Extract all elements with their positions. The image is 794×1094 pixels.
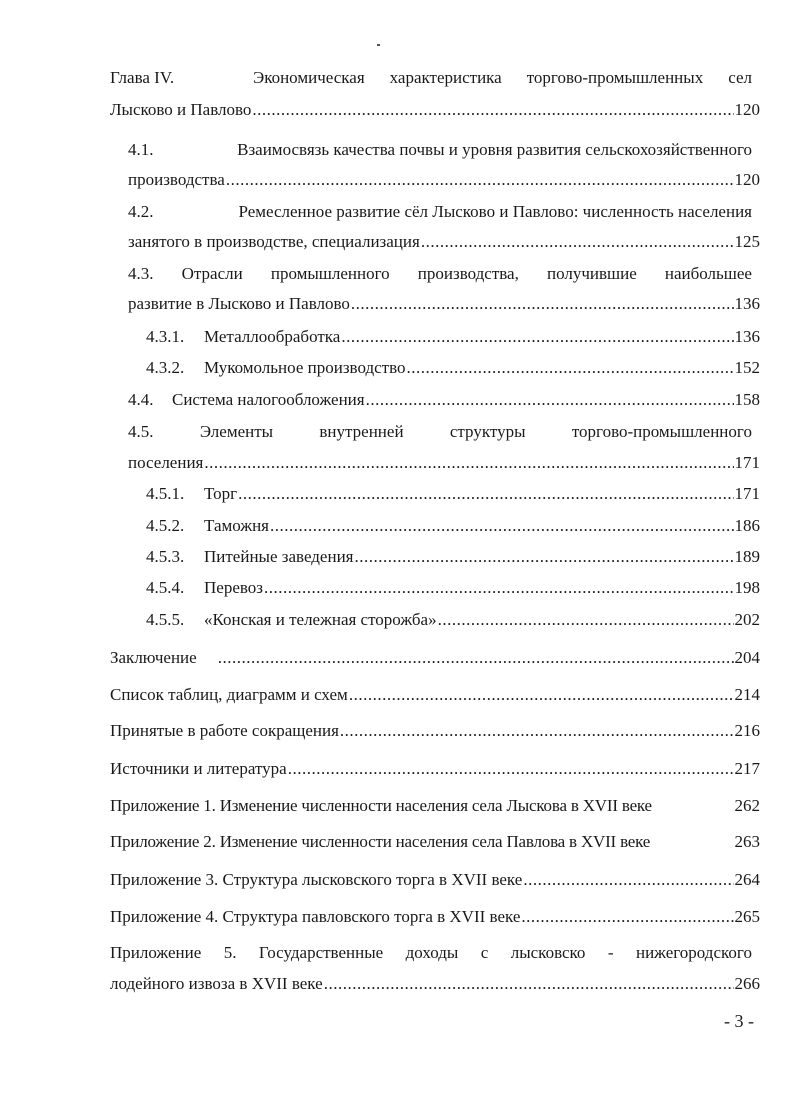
toc-subsection-number: 4.5.2. xyxy=(146,516,185,535)
toc-section-title-cont: занятого в производстве, специализация xyxy=(128,232,420,251)
toc-chapter4-word: сел xyxy=(728,68,752,87)
toc-subsection-number: 4.5.3. xyxy=(146,547,185,566)
toc-chapter4-line1 xyxy=(110,66,752,90)
toc-4-4[interactable] xyxy=(128,388,760,412)
toc-4-3-line2[interactable] xyxy=(128,292,760,316)
toc-page-number: 204 xyxy=(734,648,760,667)
toc-entry-word: Государственные xyxy=(258,943,384,962)
toc-page-number: 152 xyxy=(734,358,760,377)
toc-appendix-4[interactable] xyxy=(110,905,760,929)
toc-section-word: производства, xyxy=(417,264,519,283)
toc-entry-word: нижегородского xyxy=(635,943,752,962)
toc-page-number: 136 xyxy=(734,294,760,313)
toc-section-number: 4.5. xyxy=(128,422,154,441)
toc-section-word: промышленного xyxy=(270,264,390,283)
toc-4-2-line1 xyxy=(128,200,752,224)
leader-dots xyxy=(521,905,733,929)
toc-conclusion[interactable] xyxy=(110,646,760,670)
toc-page-number: 266 xyxy=(734,974,760,993)
toc-section-title: Ремесленное развитие сёл Лысково и Павлово: численность населения xyxy=(238,202,752,221)
toc-page-number: 217 xyxy=(734,759,760,778)
toc-subsection-title: Питейные заведения xyxy=(204,547,354,566)
toc-appendix-5-line1 xyxy=(110,941,752,965)
toc-4-5-line2[interactable] xyxy=(128,451,760,475)
toc-entry-title: Заключение xyxy=(110,648,197,667)
toc-subsection-title: Таможня xyxy=(204,516,270,535)
toc-entry-title: Принятые в работе сокращения xyxy=(110,721,339,740)
toc-entry-word: с xyxy=(480,943,489,962)
toc-subsection-title: Металлообработка xyxy=(204,327,341,346)
toc-section-title-cont: развитие в Лысково и Павлово xyxy=(128,294,350,313)
toc-sources[interactable] xyxy=(110,757,760,781)
toc-4-2-line2[interactable] xyxy=(128,230,760,254)
page-number: - 3 - xyxy=(724,1011,754,1031)
toc-page-number: 202 xyxy=(734,610,760,629)
toc-chapter4-line2[interactable] xyxy=(110,98,760,122)
leader-dots xyxy=(226,168,734,192)
toc-page-number: 198 xyxy=(734,578,760,597)
leader-dots xyxy=(354,545,733,569)
toc-page-number: 136 xyxy=(734,327,760,346)
toc-page-number: 189 xyxy=(734,547,760,566)
toc-4-5-2[interactable] xyxy=(146,514,760,538)
toc-4-5-line1 xyxy=(128,420,752,444)
toc-subsection-title: Перевоз xyxy=(204,578,263,597)
toc-abbreviations[interactable] xyxy=(110,719,760,743)
toc-entry-word: Приложение xyxy=(110,943,202,962)
leader-dots xyxy=(204,451,733,475)
toc-chapter4-title: Лысково и Павлово xyxy=(110,100,252,119)
toc-section-word: Элементы xyxy=(199,422,274,441)
toc-section-word: наибольшее xyxy=(664,264,752,283)
toc-section-title: Взаимосвязь качества почвы и уровня развития сельскохозяйственного xyxy=(237,140,752,159)
leader-dots xyxy=(523,868,733,892)
toc-section-word: внутренней xyxy=(319,422,404,441)
toc-section-number: 4.4. xyxy=(128,390,154,409)
toc-section-word: получившие xyxy=(546,264,637,283)
toc-page-number: 263 xyxy=(734,832,760,851)
leader-dots xyxy=(264,576,734,600)
toc-appendix-1[interactable] xyxy=(110,794,760,818)
toc-section-word: торгово-промышленного xyxy=(571,422,752,441)
toc-4-3-1[interactable] xyxy=(146,325,760,349)
leader-dots xyxy=(270,514,733,538)
leader-dots xyxy=(218,646,734,670)
leader-dots xyxy=(252,98,733,122)
toc-page-number: 265 xyxy=(734,907,760,926)
leader-dots xyxy=(324,972,734,996)
toc-4-1-line1 xyxy=(128,138,752,162)
toc-subsection-number: 4.3.2. xyxy=(146,358,185,377)
leader-dots xyxy=(407,356,734,380)
toc-section-title-cont: поселения xyxy=(128,453,204,472)
toc-subsection-title: «Конская и тележная сторожба» xyxy=(204,610,437,629)
leader-dots xyxy=(421,230,734,254)
toc-page-number: 214 xyxy=(734,685,760,704)
toc-chapter4-word: характеристика xyxy=(389,68,502,87)
toc-entry-word: доходы xyxy=(405,943,459,962)
toc-subsection-number: 4.3.1. xyxy=(146,327,185,346)
toc-section-number: 4.1. xyxy=(128,140,154,159)
toc-section-number: 4.2. xyxy=(128,202,154,221)
toc-chapter4-word: торгово-промышленных xyxy=(526,68,704,87)
toc-subsection-number: 4.5.4. xyxy=(146,578,185,597)
toc-4-5-5[interactable] xyxy=(146,608,760,632)
toc-entry-word: - xyxy=(607,943,614,962)
toc-4-3-2[interactable] xyxy=(146,356,760,380)
toc-entry-title-cont: лодейного извоза в XVII веке xyxy=(110,974,323,993)
toc-4-5-1[interactable] xyxy=(146,482,760,506)
toc-tables-list[interactable] xyxy=(110,683,760,707)
toc-page-number: 120 xyxy=(734,100,760,119)
leader-dots xyxy=(341,325,733,349)
toc-section-word: Отрасли xyxy=(181,264,243,283)
scan-speck xyxy=(377,44,380,46)
toc-page-number: 186 xyxy=(734,516,760,535)
toc-page-number: 171 xyxy=(734,484,760,503)
toc-4-5-4[interactable] xyxy=(146,576,760,600)
leader-dots xyxy=(351,292,734,316)
toc-chapter4-label: Глава IV. xyxy=(110,68,175,87)
toc-chapter4-word: Экономическая xyxy=(252,68,365,87)
toc-section-word: структуры xyxy=(449,422,526,441)
toc-4-3-line1 xyxy=(128,262,752,286)
toc-appendix-5-line2[interactable] xyxy=(110,972,760,996)
toc-subsection-number: 4.5.5. xyxy=(146,610,185,629)
toc-section-title-cont: производства xyxy=(128,170,225,189)
leader-dots xyxy=(238,482,733,506)
leader-dots xyxy=(349,683,734,707)
toc-appendix-3[interactable] xyxy=(110,868,760,892)
toc-page-number: 262 xyxy=(734,796,760,815)
toc-subsection-title: Торг xyxy=(204,484,238,503)
toc-section-title: Система налогообложения xyxy=(172,390,365,409)
toc-subsection-title: Мукомольное производство xyxy=(204,358,406,377)
toc-page-number: 216 xyxy=(734,721,760,740)
toc-page-number: 171 xyxy=(734,453,760,472)
toc-4-5-3[interactable] xyxy=(146,545,760,569)
toc-entry-title: Приложение 1. Изменение численности населения села Лыскова в XVII веке xyxy=(110,796,652,815)
leader-dots xyxy=(340,719,734,743)
toc-page-number: 120 xyxy=(734,170,760,189)
toc-page-number: 125 xyxy=(734,232,760,251)
toc-appendix-2[interactable] xyxy=(110,830,760,854)
toc-page-number: 264 xyxy=(734,870,760,889)
toc-4-1-line2[interactable] xyxy=(128,168,760,192)
toc-entry-word: лысковско xyxy=(510,943,586,962)
leader-dots xyxy=(288,757,734,781)
toc-entry-title: Приложение 4. Структура павловского торга в XVII веке xyxy=(110,907,521,926)
toc-entry-title: Источники и литература xyxy=(110,759,287,778)
leader-dots xyxy=(438,608,734,632)
toc-section-number: 4.3. xyxy=(128,264,154,283)
toc-entry-title: Список таблиц, диаграмм и схем xyxy=(110,685,348,704)
toc-subsection-number: 4.5.1. xyxy=(146,484,185,503)
toc-entry-word: 5. xyxy=(223,943,237,962)
toc-entry-title: Приложение 2. Изменение численности населения села Павлова в XVII веке xyxy=(110,832,651,851)
toc-entry-title: Приложение 3. Структура лысковского торга в XVII веке xyxy=(110,870,523,889)
leader-dots xyxy=(366,388,734,412)
toc-page-number: 158 xyxy=(734,390,760,409)
